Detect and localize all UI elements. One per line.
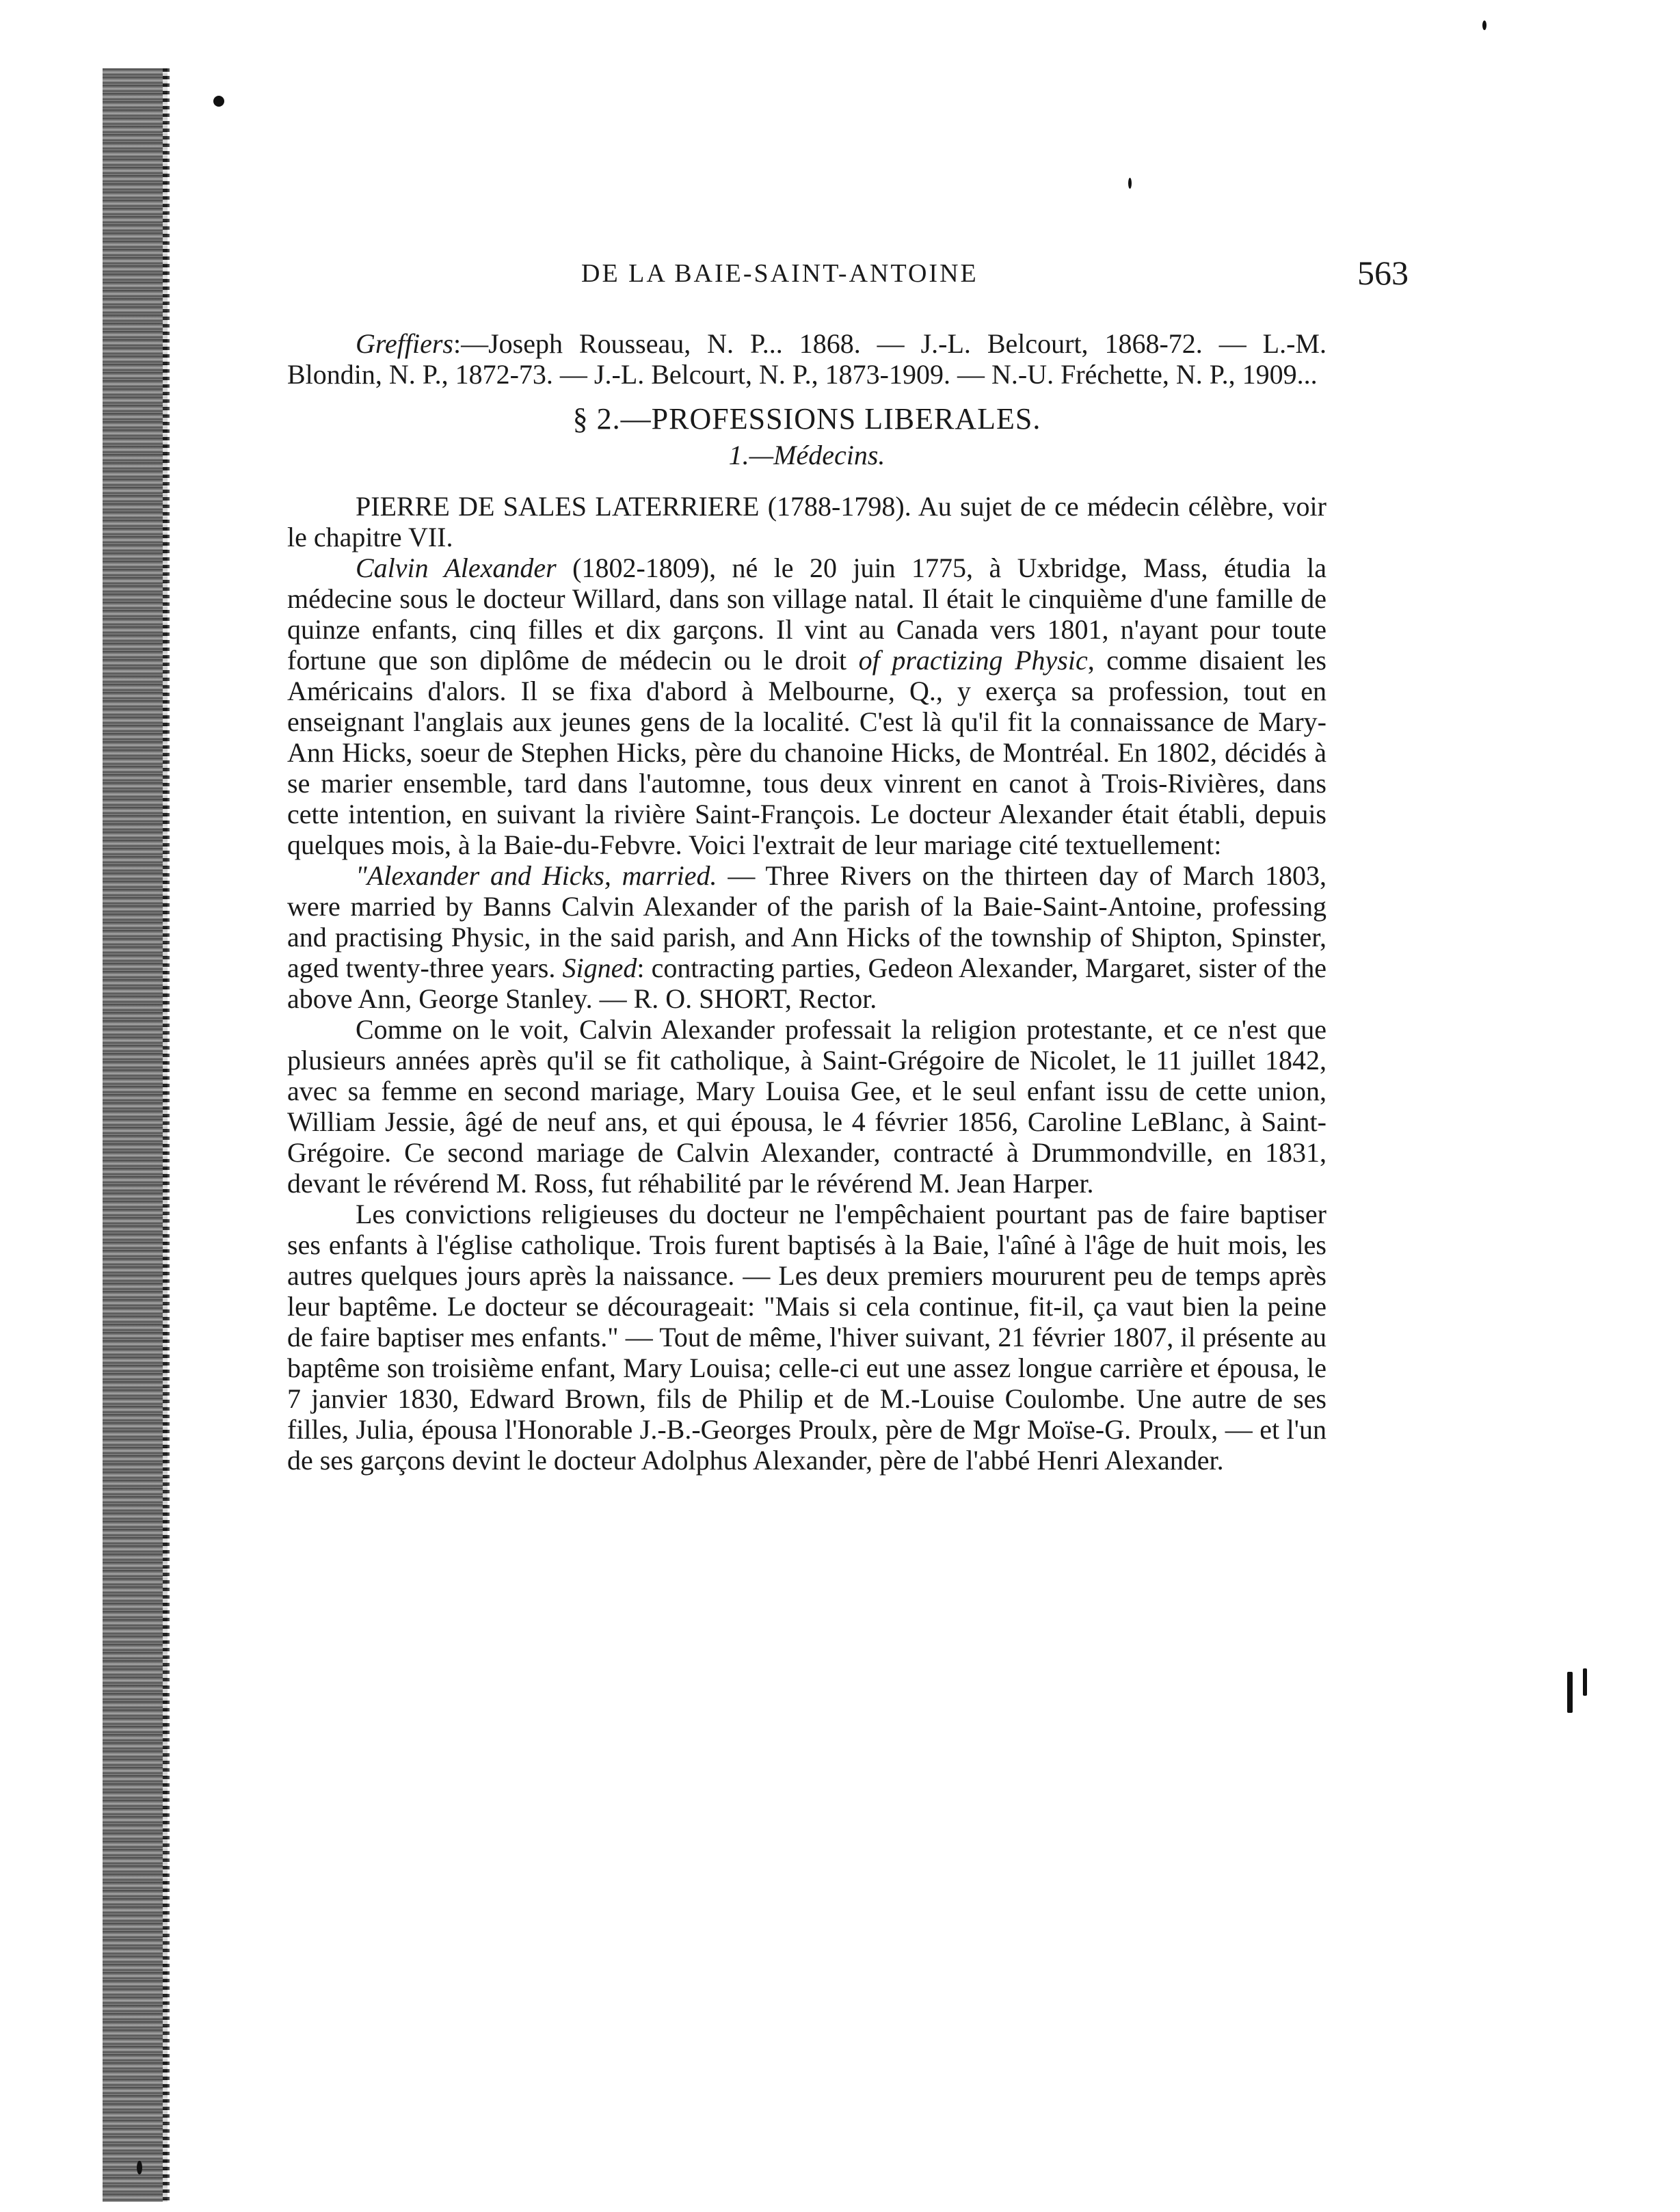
paragraph-baptism: Les convictions religieuses du docteur ne l'empêchaient pourtant pas de faire baptiser ses enfants à l'église catholique. Trois furent baptisés à la Baie, l'aîné à l'âge de huit mois, les autres quelques jours après la naissance. — Les deux premiers moururent peu de temps après leur baptême. Le docteur se décourageait: "Mais si cela continue, fit-il, ça vaut bien la peine de faire baptiser mes enfants." — Tout de même, l'hiver suivant, 21 février 1807, il présente au baptême son troisième enfant, Mary Louisa; celle-ci eut une assez longue carrière et épousa, le 7 janvier 1830, Edward Brown, fils de Philip et de M.-Louise Coulombe. Une autre de ses filles, Julia, épousa l'Honorable J.-B.-Georges Proulx, père de Mgr Moïse-G. Proulx, — et l'un de ses garçons devint le docteur Adolphus Alexander, père de l'abbé Henri Alexander. [287, 1199, 1326, 1476]
quote-title: "Alexander and Hicks, married. [356, 860, 717, 891]
greffiers-label: Greffiers [356, 328, 453, 359]
greffiers-text: :—Joseph Rousseau, N. P... 1868. — J.-L. Belcourt, 1868-72. — L.-M. Blondin, N. P., 1872-73. — J.-L. Belcourt, N. P., 1873-1909. — N.-U. Fréchette, N. P., 1909... [287, 328, 1326, 390]
section-heading: § 2.—PROFESSIONS LIBERALES. [572, 402, 1041, 436]
paragraph-text: (1802-1809), né le 20 juin 1775, à Uxbridge, Mass, étudia la médecine sous le docteur Willard, dans son village natal. Il était le cinquième d'une famille de quinze enfants, cinq filles et dix garçons. Il vint au Canada vers 1801, n'ayant pour toute fortune que son diplôme de médecin ou le droit [287, 552, 1326, 676]
binding-edge [163, 68, 170, 2202]
paragraph-religion: Comme on le voit, Calvin Alexander professait la religion protestante, et ce n'est que plusieurs années après qu'il se fit catholique, à Saint-Grégoire de Nicolet, le 11 juillet 1842, avec sa femme en second mariage, Mary Louisa Gee, et le seul enfant issu de cette union, William Jessie, âgé de neuf ans, et qui épousa, le 4 février 1856, Caroline LeBlanc, à Saint-Grégoire. Ce second mariage de Calvin Alexander, contracté à Drummondville, en 1831, devant le révérend M. Ross, fut réhabilité par le révérend M. Jean Harper. [287, 1014, 1326, 1199]
latin-phrase: of practizing Physic [858, 645, 1088, 676]
page-body [287, 328, 1326, 1476]
scan-speck [137, 2161, 142, 2174]
greffiers-paragraph [287, 328, 1326, 390]
page-number: 563 [1357, 254, 1409, 292]
scan-speck [1482, 21, 1486, 30]
scan-speck [213, 96, 224, 107]
running-title: DE LA BAIE-SAINT-ANTOINE [581, 259, 978, 288]
running-header [287, 253, 1409, 301]
scan-speck [1128, 178, 1132, 189]
quote-text: : contracting parties, Gedeon Alexander, Margaret, sister of the above Ann, George Stanley. — R. O. SHORT, Rector. [287, 952, 1327, 1014]
signed-label: Signed [562, 952, 637, 983]
person-name: Calvin Alexander [356, 552, 557, 583]
scan-speck [1567, 1672, 1573, 1713]
paragraph-text: , comme disaient les Américains d'alors. Il se fixa d'abord à Melbourne, Q., y exerça sa profession, tout en enseignant l'anglais aux jeunes gens de la localité. C'est là qu'il fit la connaissance de Mary-Ann Hicks, soeur de Stephen Hicks, père du chanoine Hicks, de Montréal. En 1802, décidés à se marier ensemble, tard dans l'automne, tous deux vinrent en canot à Trois-Rivières, dans cette intention, en suivant la rivière Saint-François. Le docteur Alexander était établi, depuis quelques mois, à la Baie-du-Febvre. Voici l'extrait de leur mariage cité textuellement: [287, 645, 1327, 860]
book-binding [103, 68, 168, 2202]
paragraph-laterriere: PIERRE DE SALES LATERRIERE (1788-1798). Au sujet de ce médecin célèbre, voir le chapitre VII. [287, 491, 1326, 552]
sub-heading: 1.—Médecins. [728, 440, 885, 470]
paragraph-alexander [287, 552, 1326, 860]
marriage-record-quote [287, 860, 1326, 1014]
quote-text: — Three Rivers on the thirteen day of March 1803, were married by Banns Calvin Alexander of the parish of la Baie-Saint-Antoine, professing and practising Physic, in the said parish, and Ann Hicks of the township of Shipton, Spinster, aged twenty-three years. [287, 860, 1326, 983]
scan-speck [1583, 1668, 1587, 1696]
